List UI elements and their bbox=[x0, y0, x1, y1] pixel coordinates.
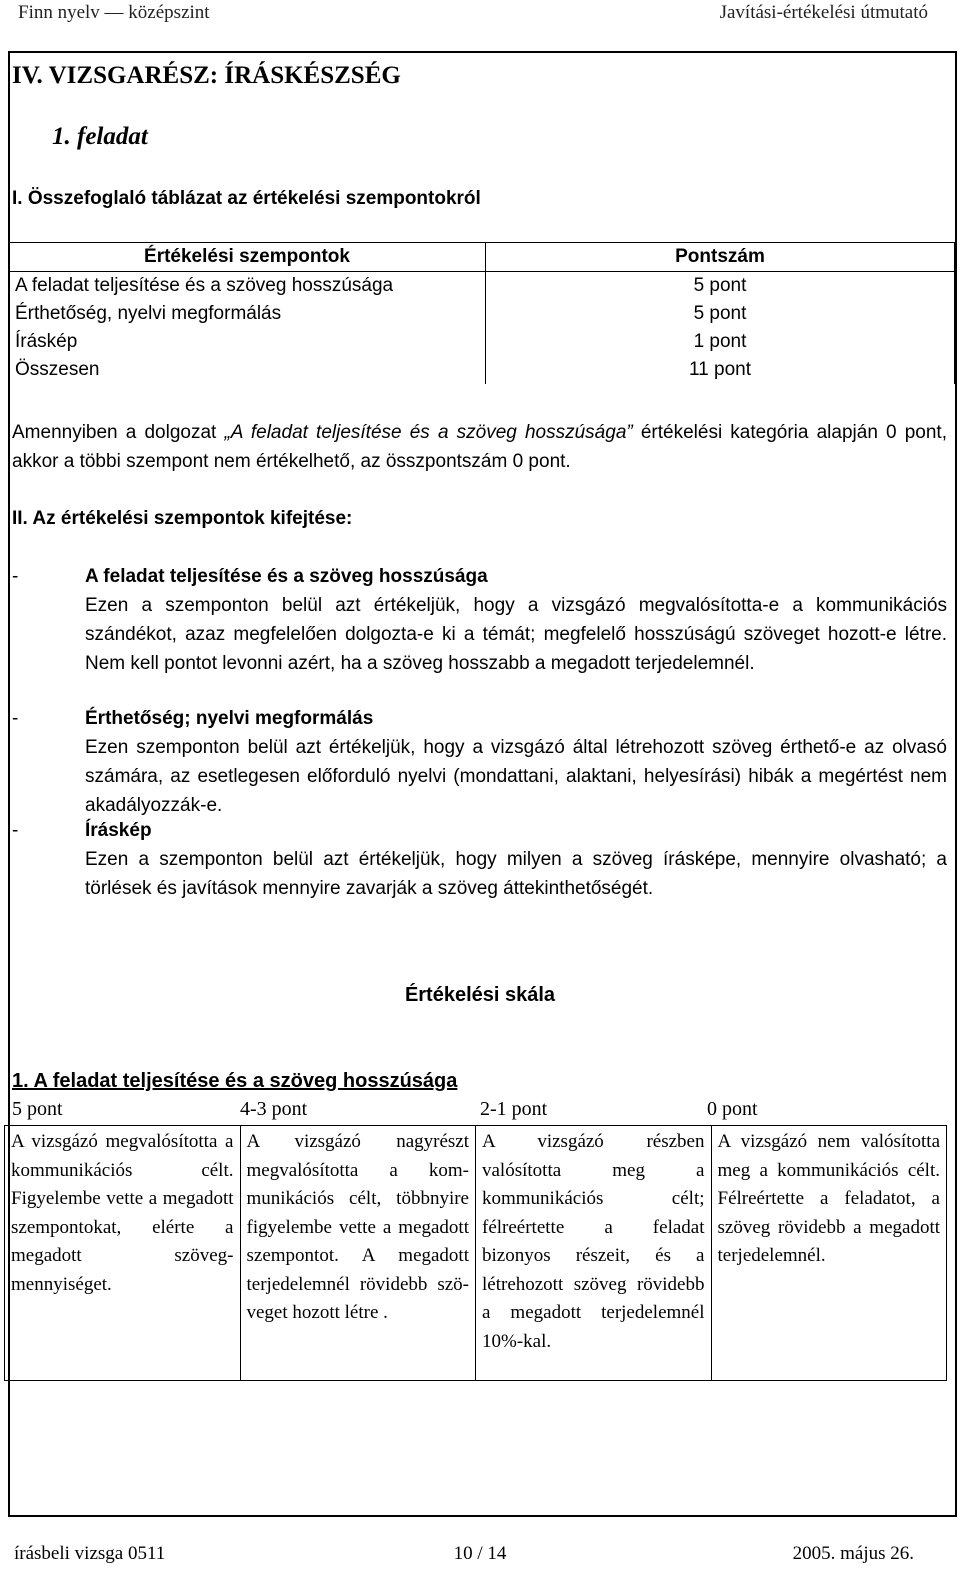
criterion-title: Íráskép bbox=[85, 820, 152, 841]
criterion-description: Ezen szemponton belül azt értékeljük, hogy a vizsgázó által létrehozott szöveg érthető-e az olvasó számára, az esetlegesen előforduló nyelvi (mondattani, alaktani, helyesírási) hibák a megértést nem akadályozzák-e. bbox=[85, 737, 947, 816]
criterion-description: Ezen a szemponton belül azt értékeljük, hogy a vizsgázó megvalósította-e a kommunikációs szándékot, azaz megfelelően dolgozta-e ki a témát; megfelelő hosszúságú szöveget hozott-e létre. Nem kell pontot levonni azért, ha a szöveg hosszabb a megadott terjedelemnél. bbox=[85, 595, 947, 674]
summary-heading: I. Összefoglaló táblázat az értékelési szempontokról bbox=[12, 188, 481, 209]
criterion-comprehensibility bbox=[12, 704, 947, 820]
points-label: 0 pont bbox=[707, 1098, 758, 1120]
table-row bbox=[9, 272, 955, 301]
points-cell: 11 pont bbox=[486, 356, 955, 384]
scale-cell-0: A vizsgázó nem valósította meg a kommunikációs célt. Félreértette a feladatot, a szöveg rövidebb a megadott terjedelemnél. bbox=[711, 1126, 947, 1381]
points-cell: 5 pont bbox=[486, 300, 955, 328]
footer-exam-code: írásbeli vizsga 0511 bbox=[14, 1543, 166, 1564]
criterion-handwriting bbox=[12, 816, 947, 903]
summary-table bbox=[8, 242, 955, 384]
criteria-cell: A feladat teljesítése és a szöveg hosszúsága bbox=[9, 272, 486, 301]
scale-cell-2-1: A vizsgázó részben valósította meg a kommunikációs célt; félreértette a feladat bizonyos részeit, és a létrehozott szöveg rövidebb a megadott terjedelemnél 10%-kal. bbox=[476, 1126, 712, 1381]
table-row-total bbox=[9, 356, 955, 384]
criteria-heading: II. Az értékelési szempontok kifejtése: bbox=[12, 508, 353, 529]
summary-header-row bbox=[9, 243, 955, 272]
table-row bbox=[5, 1126, 947, 1381]
scale-subheading: 1. A feladat teljesítése és a szöveg hosszúsága bbox=[12, 1070, 458, 1092]
scale-heading: Értékelési skála bbox=[404, 984, 556, 1006]
points-label: 4-3 pont bbox=[240, 1098, 308, 1120]
points-label: 5 pont bbox=[12, 1098, 63, 1120]
header-doc-type: Javítási-értékelési útmutató bbox=[719, 2, 928, 23]
criteria-cell: Íráskép bbox=[9, 328, 486, 356]
task-label: 1. feladat bbox=[52, 123, 148, 150]
header-subject: Finn nyelv — középszint bbox=[18, 2, 210, 23]
col-criteria-header: Értékelési szempontok bbox=[9, 243, 486, 272]
col-points-header: Pontszám bbox=[486, 243, 955, 272]
section-title: IV. VIZSGARÉSZ: ÍRÁSKÉSZSÉG bbox=[12, 62, 401, 89]
criteria-cell: Összesen bbox=[9, 356, 486, 384]
scale-heading-wrap bbox=[0, 984, 960, 1007]
footer-page-number: 10 / 14 bbox=[453, 1543, 507, 1564]
criterion-title: Érthetőség; nyelvi megformálás bbox=[85, 708, 374, 729]
bullet-dash: - bbox=[12, 708, 19, 729]
table-row bbox=[9, 328, 955, 356]
zero-point-note: Amennyiben a dolgozat „A feladat teljesítése és a szöveg hosszúsága” értékelési kategória alapján 0 pont, akkor a többi szempont nem értékelhető, az összpontszám 0 pont. bbox=[12, 422, 947, 472]
page-header bbox=[0, 0, 960, 30]
footer-date: 2005. május 26. bbox=[792, 1543, 914, 1564]
bullet-dash: - bbox=[12, 820, 19, 841]
criterion-description: Ezen a szemponton belül azt értékeljük, hogy milyen a szöveg írásképe, mennyire olvasható; a törlések és javítások mennyire zavarják a szöveg áttekinthetőségét. bbox=[85, 849, 947, 899]
bullet-dash: - bbox=[12, 566, 19, 587]
note-emphasis: „A feladat teljesítése és a szöveg hosszúsága” bbox=[224, 422, 633, 443]
criteria-cell: Érthetőség, nyelvi megformálás bbox=[9, 300, 486, 328]
points-label: 2-1 pont bbox=[480, 1098, 548, 1120]
scale-cell-5: A vizsgázó megvalósította a kommunikációs célt. Figyelembe vette a megadott szempontokat, elérte a megadott szövegmennyiséget. bbox=[5, 1126, 241, 1381]
points-cell: 1 pont bbox=[486, 328, 955, 356]
scale-cell-4-3: A vizsgázó nagyrészt megvalósította a kommunikációs célt, többnyire figyelembe vette a megadott szempontot. A megadott terjedelemnél rövidebb szöveget hozott létre . bbox=[240, 1126, 476, 1381]
criterion-task-completion bbox=[12, 562, 947, 678]
points-cell: 5 pont bbox=[486, 272, 955, 301]
table-row bbox=[9, 300, 955, 328]
criterion-title: A feladat teljesítése és a szöveg hosszúsága bbox=[85, 566, 488, 587]
scale-table bbox=[4, 1125, 947, 1381]
